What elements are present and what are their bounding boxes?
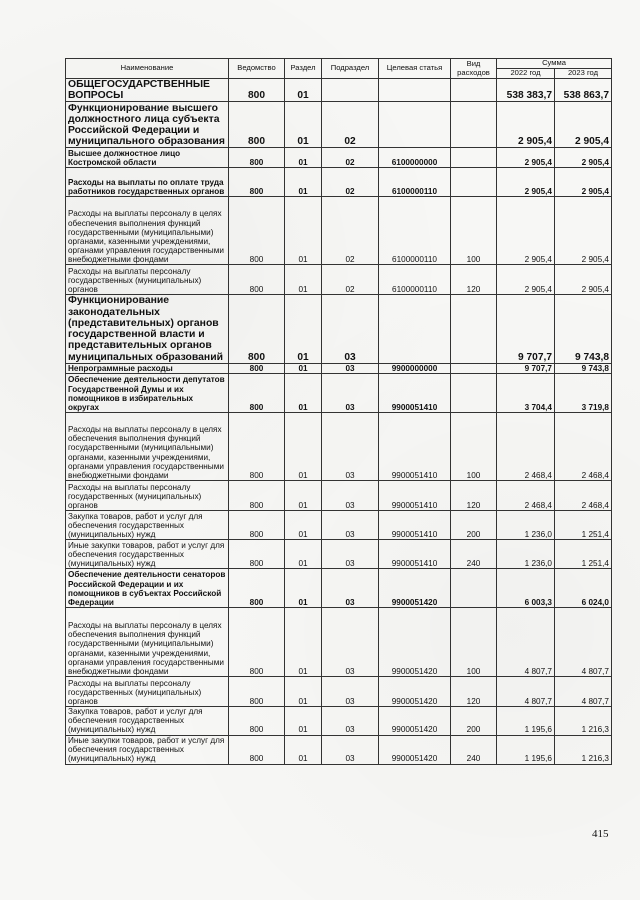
cell-vedomstvo: 800 <box>229 608 285 677</box>
cell-target: 9900051420 <box>379 735 451 764</box>
cell-podrazdel: 02 <box>322 102 379 148</box>
cell-sum-2022: 9 707,7 <box>497 363 555 373</box>
cell-sum-2023: 9 743,8 <box>555 295 612 363</box>
table-row <box>66 265 612 295</box>
cell-name: Высшее должностное лицо Костромской области <box>66 148 229 168</box>
cell-sum-2023: 2 905,4 <box>555 197 612 265</box>
cell-podrazdel: 03 <box>322 735 379 764</box>
cell-sum-2022: 1 236,0 <box>497 511 555 540</box>
cell-vid: 100 <box>451 608 497 677</box>
table-row <box>66 569 612 608</box>
cell-podrazdel: 02 <box>322 148 379 168</box>
cell-name: Закупка товаров, работ и услуг для обеспечения государственных (муниципальных) нужд <box>66 511 229 540</box>
cell-vid <box>451 102 497 148</box>
cell-name: Функционирование высшего должностного лица субъекта Российской Федерации и муниципального образования <box>66 102 229 148</box>
table-row <box>66 374 612 413</box>
cell-name: Обеспечение деятельности сенаторов Российской Федерации и их помощников в субъектах Российской Федерации <box>66 569 229 608</box>
cell-sum-2023: 2 905,4 <box>555 265 612 295</box>
cell-razdel: 01 <box>285 374 322 413</box>
table-row <box>66 197 612 265</box>
cell-sum-2023: 3 719,8 <box>555 374 612 413</box>
cell-podrazdel: 03 <box>322 413 379 481</box>
col-header-vid: Вид расходов <box>451 59 497 79</box>
table-row <box>66 540 612 569</box>
table-row <box>66 295 612 363</box>
cell-vedomstvo: 800 <box>229 265 285 295</box>
cell-sum-2022: 2 905,4 <box>497 102 555 148</box>
cell-razdel: 01 <box>285 102 322 148</box>
cell-vid <box>451 168 497 197</box>
cell-podrazdel: 03 <box>322 363 379 373</box>
cell-vedomstvo: 800 <box>229 197 285 265</box>
cell-vid: 200 <box>451 511 497 540</box>
cell-sum-2023: 1 251,4 <box>555 540 612 569</box>
cell-sum-2023: 538 863,7 <box>555 79 612 102</box>
cell-podrazdel: 02 <box>322 197 379 265</box>
cell-razdel: 01 <box>285 413 322 481</box>
cell-podrazdel: 03 <box>322 677 379 707</box>
cell-razdel: 01 <box>285 197 322 265</box>
cell-target: 9900051410 <box>379 413 451 481</box>
cell-vid: 120 <box>451 677 497 707</box>
cell-name: Функционирование законодательных (представительных) органов государственной власти и представительных органов муниципальных образований <box>66 295 229 363</box>
cell-name: Расходы на выплаты персоналу в целях обеспечения выполнения функций государственными (муниципальными) органами, казенными учреждениями, органами управления государственными внебюджетными фондами <box>66 413 229 481</box>
cell-name: Расходы на выплаты персоналу государственных (муниципальных) органов <box>66 481 229 511</box>
cell-target: 9900051420 <box>379 569 451 608</box>
cell-vid: 120 <box>451 265 497 295</box>
cell-vid: 200 <box>451 707 497 736</box>
cell-podrazdel <box>322 79 379 102</box>
table-row <box>66 79 612 102</box>
cell-vedomstvo: 800 <box>229 148 285 168</box>
cell-vid: 100 <box>451 413 497 481</box>
cell-target: 6100000110 <box>379 265 451 295</box>
col-header-2023: 2023 год <box>555 69 612 79</box>
cell-sum-2022: 1 195,6 <box>497 735 555 764</box>
table-row <box>66 363 612 373</box>
cell-vedomstvo: 800 <box>229 677 285 707</box>
cell-vedomstvo: 800 <box>229 707 285 736</box>
cell-target: 9900051410 <box>379 540 451 569</box>
cell-vedomstvo: 800 <box>229 735 285 764</box>
cell-vid <box>451 148 497 168</box>
cell-name: Расходы на выплаты по оплате труда работников государственных органов <box>66 168 229 197</box>
cell-sum-2022: 4 807,7 <box>497 608 555 677</box>
table-row <box>66 168 612 197</box>
cell-target <box>379 102 451 148</box>
cell-sum-2022: 2 905,4 <box>497 197 555 265</box>
cell-target: 9900051410 <box>379 374 451 413</box>
cell-name: Закупка товаров, работ и услуг для обеспечения государственных (муниципальных) нужд <box>66 707 229 736</box>
cell-vid <box>451 569 497 608</box>
cell-sum-2023: 4 807,7 <box>555 677 612 707</box>
cell-razdel: 01 <box>285 569 322 608</box>
col-header-name: Наименование <box>66 59 229 79</box>
cell-sum-2022: 1 236,0 <box>497 540 555 569</box>
cell-target <box>379 295 451 363</box>
cell-razdel: 01 <box>285 735 322 764</box>
cell-podrazdel: 03 <box>322 374 379 413</box>
page-number: 415 <box>592 828 609 840</box>
cell-target: 6100000000 <box>379 148 451 168</box>
cell-sum-2023: 4 807,7 <box>555 608 612 677</box>
cell-sum-2022: 6 003,3 <box>497 569 555 608</box>
cell-razdel: 01 <box>285 677 322 707</box>
cell-sum-2022: 2 905,4 <box>497 168 555 197</box>
cell-razdel: 01 <box>285 295 322 363</box>
cell-podrazdel: 03 <box>322 481 379 511</box>
cell-podrazdel: 03 <box>322 540 379 569</box>
cell-name: Расходы на выплаты персоналу в целях обеспечения выполнения функций государственными (муниципальными) органами, казенными учреждениями, органами управления государственными внебюджетными фондами <box>66 608 229 677</box>
cell-target: 9900051410 <box>379 481 451 511</box>
cell-razdel: 01 <box>285 511 322 540</box>
cell-razdel: 01 <box>285 265 322 295</box>
cell-target: 9900051420 <box>379 707 451 736</box>
cell-vedomstvo: 800 <box>229 511 285 540</box>
col-header-vedomstvo: Ведомство <box>229 59 285 79</box>
cell-vid <box>451 363 497 373</box>
cell-sum-2023: 2 905,4 <box>555 148 612 168</box>
cell-podrazdel: 03 <box>322 608 379 677</box>
table-header <box>66 59 612 79</box>
cell-name: Непрограммные расходы <box>66 363 229 373</box>
cell-sum-2023: 1 251,4 <box>555 511 612 540</box>
cell-name: Обеспечение деятельности депутатов Государственной Думы и их помощников в избирательных округах <box>66 374 229 413</box>
cell-vedomstvo: 800 <box>229 102 285 148</box>
cell-name: Расходы на выплаты персоналу государственных (муниципальных) органов <box>66 265 229 295</box>
cell-vid: 100 <box>451 197 497 265</box>
cell-vedomstvo: 800 <box>229 569 285 608</box>
cell-sum-2022: 2 905,4 <box>497 148 555 168</box>
cell-sum-2023: 2 468,4 <box>555 413 612 481</box>
cell-vid <box>451 79 497 102</box>
cell-sum-2023: 6 024,0 <box>555 569 612 608</box>
cell-name: Расходы на выплаты персоналу в целях обеспечения выполнения функций государственными (муниципальными) органами, казенными учреждениями, органами управления государственными внебюджетными фондами <box>66 197 229 265</box>
budget-table <box>65 58 612 765</box>
cell-name: Расходы на выплаты персоналу государственных (муниципальных) органов <box>66 677 229 707</box>
cell-sum-2022: 538 383,7 <box>497 79 555 102</box>
cell-sum-2023: 2 468,4 <box>555 481 612 511</box>
table-row <box>66 677 612 707</box>
cell-vedomstvo: 800 <box>229 481 285 511</box>
cell-target: 9900051420 <box>379 608 451 677</box>
table-row <box>66 102 612 148</box>
table-row <box>66 735 612 764</box>
table-row <box>66 511 612 540</box>
cell-name: Иные закупки товаров, работ и услуг для обеспечения государственных (муниципальных) нужд <box>66 540 229 569</box>
cell-vedomstvo: 800 <box>229 295 285 363</box>
cell-razdel: 01 <box>285 608 322 677</box>
cell-podrazdel: 03 <box>322 511 379 540</box>
cell-razdel: 01 <box>285 148 322 168</box>
cell-name: ОБЩЕГОСУДАРСТВЕННЫЕ ВОПРОСЫ <box>66 79 229 102</box>
cell-target <box>379 79 451 102</box>
cell-vid: 240 <box>451 735 497 764</box>
cell-vedomstvo: 800 <box>229 79 285 102</box>
cell-vid: 240 <box>451 540 497 569</box>
cell-vedomstvo: 800 <box>229 363 285 373</box>
cell-vedomstvo: 800 <box>229 540 285 569</box>
cell-podrazdel: 02 <box>322 168 379 197</box>
cell-razdel: 01 <box>285 79 322 102</box>
cell-target: 6100000110 <box>379 168 451 197</box>
cell-sum-2023: 1 216,3 <box>555 707 612 736</box>
cell-razdel: 01 <box>285 540 322 569</box>
cell-name: Иные закупки товаров, работ и услуг для обеспечения государственных (муниципальных) нужд <box>66 735 229 764</box>
col-header-target: Целевая статья <box>379 59 451 79</box>
cell-sum-2022: 2 468,4 <box>497 481 555 511</box>
table-row <box>66 148 612 168</box>
col-header-2022: 2022 год <box>497 69 555 79</box>
cell-target: 9900000000 <box>379 363 451 373</box>
col-header-summa: Сумма <box>497 59 612 69</box>
cell-sum-2023: 1 216,3 <box>555 735 612 764</box>
cell-sum-2022: 3 704,4 <box>497 374 555 413</box>
table-row <box>66 481 612 511</box>
cell-razdel: 01 <box>285 168 322 197</box>
cell-podrazdel: 03 <box>322 569 379 608</box>
cell-sum-2022: 9 707,7 <box>497 295 555 363</box>
col-header-razdel: Раздел <box>285 59 322 79</box>
cell-sum-2022: 1 195,6 <box>497 707 555 736</box>
cell-target: 9900051420 <box>379 677 451 707</box>
cell-vedomstvo: 800 <box>229 413 285 481</box>
cell-razdel: 01 <box>285 707 322 736</box>
cell-vedomstvo: 800 <box>229 374 285 413</box>
cell-sum-2023: 2 905,4 <box>555 168 612 197</box>
cell-vedomstvo: 800 <box>229 168 285 197</box>
cell-vid <box>451 295 497 363</box>
cell-podrazdel: 02 <box>322 265 379 295</box>
cell-vid <box>451 374 497 413</box>
cell-sum-2022: 2 905,4 <box>497 265 555 295</box>
cell-sum-2022: 2 468,4 <box>497 413 555 481</box>
cell-vid: 120 <box>451 481 497 511</box>
table-row <box>66 413 612 481</box>
cell-sum-2023: 2 905,4 <box>555 102 612 148</box>
cell-target: 9900051410 <box>379 511 451 540</box>
col-header-podrazdel: Подраздел <box>322 59 379 79</box>
table-row <box>66 707 612 736</box>
cell-podrazdel: 03 <box>322 295 379 363</box>
cell-razdel: 01 <box>285 481 322 511</box>
cell-sum-2022: 4 807,7 <box>497 677 555 707</box>
cell-sum-2023: 9 743,8 <box>555 363 612 373</box>
cell-target: 6100000110 <box>379 197 451 265</box>
table-body <box>66 79 612 765</box>
cell-podrazdel: 03 <box>322 707 379 736</box>
cell-razdel: 01 <box>285 363 322 373</box>
table-row <box>66 608 612 677</box>
